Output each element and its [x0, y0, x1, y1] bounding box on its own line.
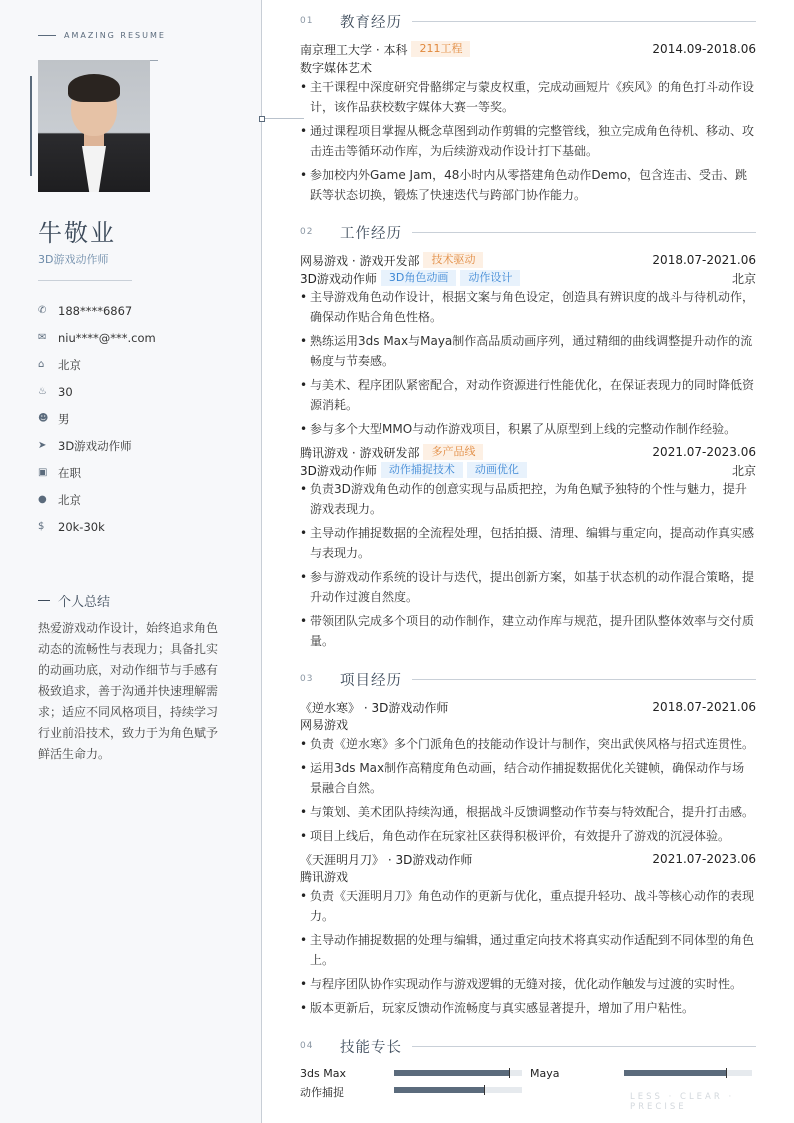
section-projects-header — [300, 669, 756, 689]
skill-bar — [624, 1070, 752, 1076]
job-date: 2018.07-2021.06 — [652, 253, 756, 267]
contact-info-value: niu****@***.com — [58, 330, 156, 345]
section-title: 项目经历 — [340, 672, 402, 689]
profile-photo-frame — [38, 60, 150, 192]
project-date: 2018.07-2021.06 — [652, 700, 756, 714]
job-date: 2021.07-2023.06 — [652, 445, 756, 459]
section-number: 04 — [300, 1041, 314, 1051]
home-icon: ⌂ — [38, 359, 45, 370]
photo-accent-bar — [30, 76, 32, 176]
bullet-item: • 参与游戏动作系统的设计与迭代，提出创新方案，如基于状态机的动作混合策略，提升动作过渡自然度。 — [300, 567, 756, 607]
job-bullets — [300, 479, 756, 655]
profile-title: 3D游戏动作师 — [38, 253, 109, 266]
salary-icon: $ — [38, 521, 45, 532]
bullet-item: • 负责3D游戏角色动作的创意实现与品质把控，为角色赋予独特的个性与魅力，提升游戏表现力。 — [300, 479, 756, 519]
section-number: 03 — [300, 674, 314, 684]
project-name: 《天涯明月刀》 · 3D游戏动作师 — [300, 852, 473, 867]
project-company: 腾讯游戏 — [300, 870, 349, 884]
project-company: 网易游戏 — [300, 718, 349, 732]
bullet-item: • 负责《逆水寒》多个门派角色的技能动作设计与制作，突出武侠风格与招式连贯性。 — [300, 734, 756, 754]
section-skills-header — [300, 1036, 756, 1056]
phone-icon: ✆ — [38, 305, 47, 316]
contact-info-value: 30 — [58, 384, 73, 399]
section-number: 02 — [300, 227, 314, 237]
job-skill-tag: 动作捕捉技术 — [381, 462, 463, 478]
contact-info-row — [38, 378, 156, 405]
bullet-item: • 负责《天涯明月刀》角色动作的更新与优化，重点提升轻功、战斗等核心动作的表现力。 — [300, 886, 756, 926]
skill-bar-cap — [726, 1068, 727, 1078]
section-rule — [412, 679, 756, 680]
education-major: 数字媒体艺术 — [300, 61, 373, 75]
brand — [38, 31, 166, 40]
skill-name: Maya — [530, 1067, 560, 1080]
watermark: LESS · CLEAR · PRECISE — [630, 1092, 735, 1112]
section-education-header — [300, 11, 756, 31]
job-skill-tag: 动画优化 — [467, 462, 527, 478]
job-company-tag: 技术驱动 — [423, 252, 483, 268]
profile-name: 牛敬业 — [38, 219, 116, 247]
contact-info-value: 北京 — [58, 492, 81, 507]
section-title: 教育经历 — [340, 14, 402, 31]
project-header — [300, 698, 756, 716]
section-number: 01 — [300, 16, 314, 26]
skill-bar-cap — [509, 1068, 510, 1078]
contact-info-row — [38, 405, 156, 432]
send-icon: ➤ — [38, 440, 47, 451]
brand-line — [38, 35, 56, 36]
cake-icon: ♨ — [38, 386, 47, 397]
gender-icon: ☻ — [38, 413, 49, 424]
section-title: 工作经历 — [340, 225, 402, 242]
bullet-item: • 与美术、程序团队紧密配合，对动作资源进行性能优化，在保证表现力的同时降低资源消耗。 — [300, 375, 756, 415]
school-name: 南京理工大学 · 本科 — [300, 42, 408, 57]
section-rule — [412, 1046, 756, 1047]
contact-info-row — [38, 324, 156, 351]
contact-info-list — [38, 297, 156, 540]
job-company: 腾讯游戏 · 游戏研发部 — [300, 445, 420, 460]
bullet-item: • 版本更新后，玩家反馈动作流畅度与真实感显著提升，增加了用户粘性。 — [300, 998, 756, 1018]
connector-dot — [259, 116, 265, 122]
job-header — [300, 251, 756, 269]
project-bullets — [300, 734, 756, 850]
contact-info-row — [38, 297, 156, 324]
contact-info-value: 北京 — [58, 357, 81, 372]
job-skill-tag: 动作设计 — [460, 270, 520, 286]
job-skill-tag: 3D角色动画 — [381, 270, 456, 286]
project-bullets — [300, 886, 756, 1022]
briefcase-icon: ▣ — [38, 467, 48, 478]
contact-info-value: 男 — [58, 411, 70, 426]
contact-info-value: 188****6867 — [58, 303, 133, 318]
job-header — [300, 443, 756, 461]
project-name: 《逆水寒》 · 3D游戏动作师 — [300, 700, 449, 715]
contact-info-value: 20k-30k — [58, 519, 105, 534]
job-city: 北京 — [731, 271, 756, 286]
skill-bar — [394, 1087, 522, 1093]
contact-info-row — [38, 513, 156, 540]
education-row — [300, 40, 756, 58]
bullet-item: • 主干课程中深度研究骨骼绑定与蒙皮权重，完成动画短片《疾风》的角色打斗动作设计，该作品获校数字媒体大赛一等奖。 — [300, 77, 756, 117]
bullet-item: • 运用3ds Max制作高精度角色动画，结合动作捕捉数据优化关键帧，确保动作与场景融合自然。 — [300, 758, 756, 798]
education-date: 2014.09-2018.06 — [652, 42, 756, 56]
bullet-item: • 主导动作捕捉数据的全流程处理，包括拍摄、清理、编辑与重定向，提高动作真实感与表现力。 — [300, 523, 756, 563]
contact-info-row — [38, 486, 156, 513]
skill-bar-fill — [394, 1070, 509, 1076]
bullet-item: • 主导动作捕捉数据的处理与编辑，通过重定向技术将真实动作适配到不同体型的角色上。 — [300, 930, 756, 970]
skill-bar-fill — [624, 1070, 726, 1076]
contact-info-value: 3D游戏动作师 — [58, 438, 132, 453]
mail-icon: ✉ — [38, 332, 47, 343]
bullet-item: • 通过课程项目掌握从概念草图到动作剪辑的完整管线，独立完成角色待机、移动、攻击连击等循环动作库，为后续游戏动作设计打下基础。 — [300, 121, 756, 161]
brand-text: AMAZING RESUME — [64, 31, 166, 40]
bullet-item: • 项目上线后，角色动作在玩家社区获得积极评价，有效提升了游戏的沉浸体验。 — [300, 826, 756, 846]
summary-heading — [38, 591, 110, 610]
sidebar-divider — [38, 280, 132, 281]
bullet-item: • 主导游戏角色动作设计，根据文案与角色设定，创造具有辨识度的战斗与待机动作，确保动作贴合角色性格。 — [300, 287, 756, 327]
job-company: 网易游戏 · 游戏开发部 — [300, 253, 420, 268]
bullet-item: • 熟练运用3ds Max与Maya制作高品质动画序列，通过精细的曲线调整提升动作的流畅度与节奏感。 — [300, 331, 756, 371]
bullet-item: • 与程序团队协作实现动作与游戏逻辑的无缝对接，优化动作触发与过渡的实时性。 — [300, 974, 756, 994]
bullet-item: • 与策划、美术团队持续沟通，根据战斗反馈调整动作节奏与特效配合，提升打击感。 — [300, 802, 756, 822]
bullet-item: • 带领团队完成多个项目的动作制作，建立动作库与规范，提升团队整体效率与交付质量。 — [300, 611, 756, 651]
section-title: 技能专长 — [340, 1039, 402, 1056]
skill-bar-fill — [394, 1087, 484, 1093]
profile-photo — [38, 60, 150, 192]
location-icon: ● — [38, 494, 47, 505]
bullet-item: • 参与多个大型MMO与动作游戏项目，积累了从原型到上线的完整动作制作经验。 — [300, 419, 756, 439]
job-city: 北京 — [731, 463, 756, 478]
skill-bar — [394, 1070, 522, 1076]
education-bullets — [300, 77, 756, 209]
project-date: 2021.07-2023.06 — [652, 852, 756, 866]
contact-info-row — [38, 432, 156, 459]
job-role: 3D游戏动作师 — [300, 463, 377, 478]
sidebar — [0, 0, 262, 1123]
contact-info-row — [38, 459, 156, 486]
contact-info-row — [38, 351, 156, 378]
connector-line — [262, 118, 304, 119]
skill-name: 动作捕捉 — [300, 1086, 344, 1099]
project-header — [300, 850, 756, 868]
job-bullets — [300, 287, 756, 443]
job-company-tag: 多产品线 — [423, 444, 483, 460]
section-rule — [412, 232, 756, 233]
job-role-row — [300, 269, 756, 287]
summary-text: 热爱游戏动作设计，始终追求角色动态的流畅性与表现力；具备扎实的动画功底，对动作细节与手感有极致追求，善于沟通并快速理解需求；适应不同风格项目，持续学习行业前沿技术，致力于为角色赋予鲜活生命力。 — [38, 621, 219, 761]
contact-info-value: 在职 — [58, 465, 81, 480]
school-tag: 211工程 — [411, 41, 470, 57]
skill-bar-cap — [484, 1085, 485, 1095]
section-work-header — [300, 222, 756, 242]
summary-heading-text: 个人总结 — [58, 595, 111, 610]
summary-heading-line — [38, 600, 50, 601]
skill-name: 3ds Max — [300, 1067, 346, 1080]
job-role-row — [300, 461, 756, 479]
job-role: 3D游戏动作师 — [300, 271, 377, 286]
section-rule — [412, 21, 756, 22]
bullet-item: • 参加校内外Game Jam，48小时内从零搭建角色动作Demo，包含连击、受击、跳跃等状态切换，锻炼了快速迭代与跨部门协作能力。 — [300, 165, 756, 205]
